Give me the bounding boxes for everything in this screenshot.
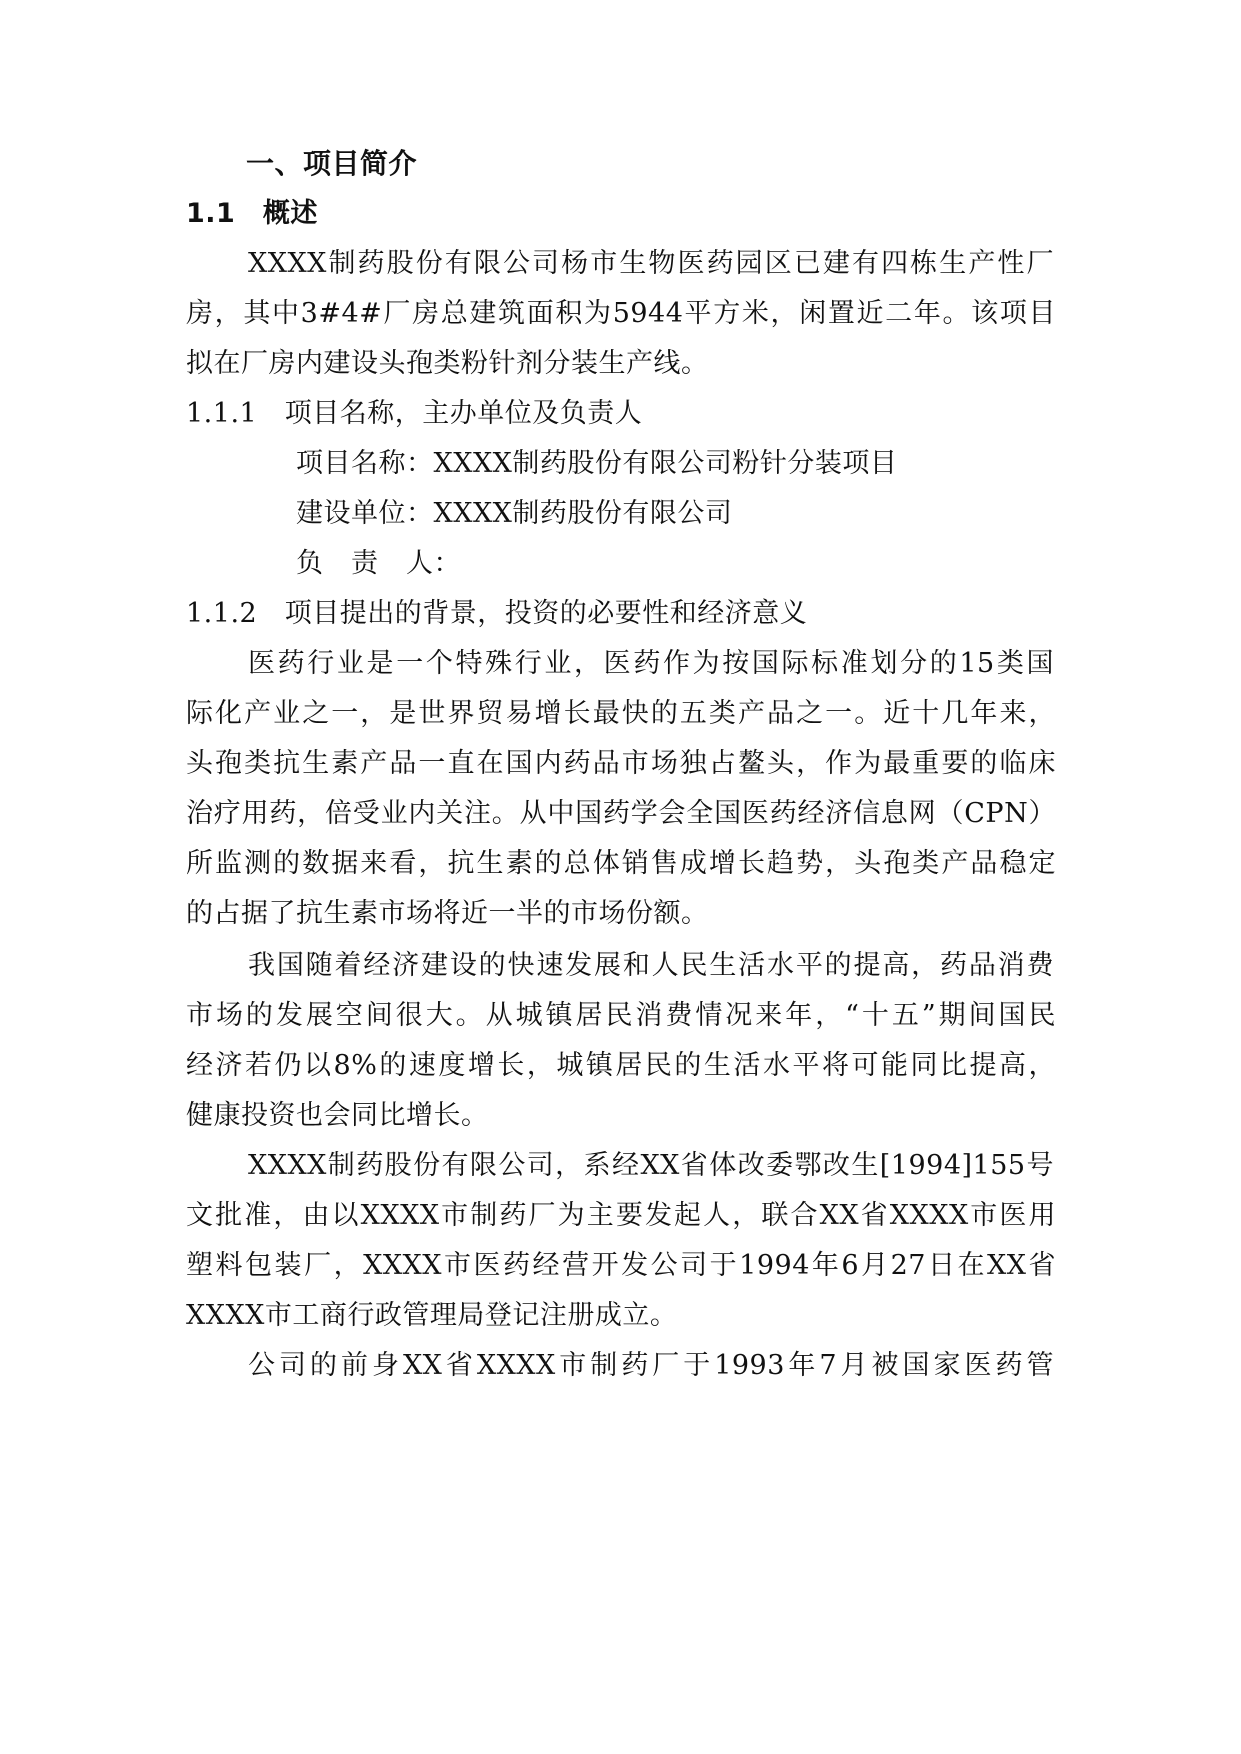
paragraph-3-line-1: 我国随着经济建设的快速发展和人民生活水平的提高，药品消费: [248, 950, 1054, 981]
paragraph-1-line-3: 拟在厂房内建设头孢类粉针剂分装生产线。: [186, 348, 709, 379]
paragraph-3-line-4: 健康投资也会同比增长。: [186, 1100, 489, 1131]
paragraph-4-line-4: XXXX市工商行政管理局登记注册成立。: [186, 1300, 678, 1331]
project-name-line: 项目名称：XXXX制药股份有限公司粉针分装项目: [296, 448, 898, 479]
paragraph-1-line-2: 房，其中3#4#厂房总建筑面积为5944平方米，闲置近二年。该项目: [186, 298, 1056, 329]
paragraph-3-line-2: 市场的发展空间很大。从城镇居民消费情况来年，“十五”期间国民: [186, 1000, 1056, 1031]
paragraph-4-line-2: 文批准，由以XXXX市制药厂为主要发起人，联合XX省XXXX市医用: [186, 1200, 1056, 1231]
section-heading-1-1-1: 1.1.1 项目名称，主办单位及负责人: [186, 398, 643, 429]
responsible-line: 负 责 人：: [296, 548, 461, 579]
paragraph-2-line-5: 所监测的数据来看，抗生素的总体销售成增长趋势，头孢类产品稳定: [186, 848, 1056, 879]
paragraph-2-line-3: 头孢类抗生素产品一直在国内药品市场独占鳌头，作为最重要的临床: [186, 748, 1056, 779]
section-heading-1-1-2: 1.1.2 项目提出的背景，投资的必要性和经济意义: [186, 598, 808, 629]
paragraph-1-line-1: XXXX制药股份有限公司杨市生物医药园区已建有四栋生产性厂: [248, 248, 1054, 279]
paragraph-2-line-6: 的占据了抗生素市场将近一半的市场份额。: [186, 898, 709, 929]
paragraph-4-line-3: 塑料包装厂，XXXX市医药经营开发公司于1994年6月27日在XX省: [186, 1250, 1056, 1281]
build-unit-line: 建设单位：XXXX制药股份有限公司: [296, 498, 733, 529]
paragraph-2-line-1: 医药行业是一个特殊行业，医药作为按国际标准划分的15类国: [248, 648, 1054, 679]
section-heading-1: 一、项目简介: [246, 147, 418, 180]
paragraph-2-line-4: 治疗用药，倍受业内关注。从中国药学会全国医药经济信息网（CPN）: [186, 798, 1056, 829]
paragraph-3-line-3: 经济若仍以8%的速度增长，城镇居民的生活水平将可能同比提高，: [186, 1050, 1056, 1081]
paragraph-5-line-1: 公司的前身XX省XXXX市制药厂于1993年7月被国家医药管: [248, 1350, 1054, 1381]
paragraph-2-line-2: 际化产业之一，是世界贸易增长最快的五类产品之一。近十几年来，: [186, 698, 1056, 729]
section-heading-1-1: 1.1 概述: [186, 198, 318, 229]
paragraph-4-line-1: XXXX制药股份有限公司，系经XX省体改委鄂改生[1994]155号: [248, 1150, 1054, 1181]
